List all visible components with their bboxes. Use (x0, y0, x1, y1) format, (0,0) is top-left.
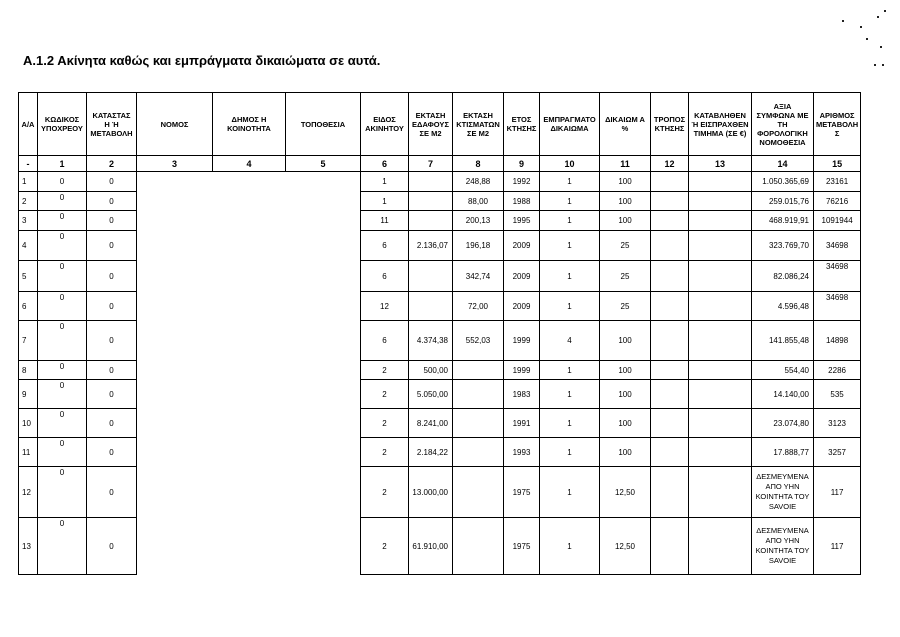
table-row (19, 438, 861, 467)
cell-land: 2.184,22 (409, 438, 453, 467)
cell-right: 1 (540, 361, 600, 380)
redacted-cell (286, 518, 361, 575)
cell-year: 1999 (504, 361, 540, 380)
col-header: ΕΤΟΣ ΚΤΗΣΗΣ (504, 93, 540, 156)
cell-build: 200,13 (453, 211, 504, 231)
cell-build (453, 438, 504, 467)
cell-price (689, 192, 752, 211)
cell-year: 1988 (504, 192, 540, 211)
redacted-cell (213, 518, 286, 575)
redacted-cell (286, 409, 361, 438)
cell-change: 3123 (814, 409, 861, 438)
cell-type: 6 (361, 231, 409, 261)
col-header: Α/Α (19, 93, 38, 156)
cell-value: 1.050.365,69 (752, 172, 814, 192)
cell-pct: 12,50 (600, 467, 651, 518)
table-row (19, 380, 861, 409)
col-number: 4 (213, 156, 286, 172)
redacted-cell (213, 380, 286, 409)
cell-mode (651, 292, 689, 321)
redacted-cell (286, 361, 361, 380)
col-number: 7 (409, 156, 453, 172)
cell-code: 0 (38, 518, 87, 575)
cell-pct: 100 (600, 321, 651, 361)
cell-year: 1975 (504, 518, 540, 575)
cell-pct: 100 (600, 211, 651, 231)
redacted-cell (213, 438, 286, 467)
cell-right: 1 (540, 518, 600, 575)
cell-right: 1 (540, 467, 600, 518)
cell-change: 1091944 (814, 211, 861, 231)
redacted-cell (213, 172, 286, 192)
cell-type: 2 (361, 380, 409, 409)
cell-type: 2 (361, 438, 409, 467)
cell-value: 23.074,80 (752, 409, 814, 438)
cell-right: 1 (540, 261, 600, 292)
cell-aa: 11 (19, 438, 38, 467)
cell-code: 0 (38, 192, 87, 211)
cell-build: 248,88 (453, 172, 504, 192)
cell-type: 1 (361, 172, 409, 192)
cell-build (453, 518, 504, 575)
cell-change: 117 (814, 467, 861, 518)
redacted-cell (286, 380, 361, 409)
cell-state: 0 (87, 467, 137, 518)
cell-value: ΔΕΣΜΕΥΜΕΝΑ ΑΠΟ ΥΗΝ ΚΟΙΝΤΗΤΑ ΤΟΥ SAVOIE (752, 467, 814, 518)
cell-type: 2 (361, 518, 409, 575)
cell-price (689, 518, 752, 575)
cell-mode (651, 172, 689, 192)
cell-change: 535 (814, 380, 861, 409)
col-header: ΔΙΚΑΙΩΜ Α % (600, 93, 651, 156)
cell-change: 34698 (814, 292, 861, 321)
table-row (19, 261, 861, 292)
redacted-cell (137, 172, 213, 192)
cell-change: 76216 (814, 192, 861, 211)
col-number: 12 (651, 156, 689, 172)
cell-state: 0 (87, 321, 137, 361)
cell-mode (651, 261, 689, 292)
cell-type: 2 (361, 361, 409, 380)
redacted-cell (213, 192, 286, 211)
cell-state: 0 (87, 211, 137, 231)
col-number: 2 (87, 156, 137, 172)
col-number: 1 (38, 156, 87, 172)
col-number: 15 (814, 156, 861, 172)
cell-year: 1983 (504, 380, 540, 409)
col-header: ΚΩΔΙΚΟΣ ΥΠΟΧΡΕΟΥ (38, 93, 87, 156)
cell-price (689, 321, 752, 361)
cell-right: 1 (540, 231, 600, 261)
col-header: ΚΑΤΑΒΛΗΘΕΝ Ή ΕΙΣΠΡΑΧΘΕΝ ΤΙΜΗΜΑ (ΣΕ €) (689, 93, 752, 156)
col-number: 8 (453, 156, 504, 172)
cell-aa: 5 (19, 261, 38, 292)
cell-state: 0 (87, 172, 137, 192)
cell-land (409, 192, 453, 211)
cell-price (689, 438, 752, 467)
cell-price (689, 467, 752, 518)
cell-price (689, 361, 752, 380)
col-header: ΕΜΠΡΑΓΜΑΤΟ ΔΙΚΑΙΩΜΑ (540, 93, 600, 156)
cell-pct: 100 (600, 409, 651, 438)
cell-land: 8.241,00 (409, 409, 453, 438)
col-number: 10 (540, 156, 600, 172)
cell-mode (651, 409, 689, 438)
property-table (18, 92, 861, 575)
cell-land: 5.050,00 (409, 380, 453, 409)
cell-right: 1 (540, 438, 600, 467)
cell-code: 0 (38, 172, 87, 192)
cell-pct: 25 (600, 261, 651, 292)
redacted-cell (137, 292, 213, 321)
cell-year: 2009 (504, 261, 540, 292)
col-header: ΚΑΤΑΣΤΑΣ Η Ή ΜΕΤΑΒΟΛΗ (87, 93, 137, 156)
col-header: ΑΞΙΑ ΣΥΜΦΩΝΑ ΜΕ ΤΗ ΦΟΡΟΛΟΓΙΚΗ ΝΟΜΟΘΕΣΙΑ (752, 93, 814, 156)
table-row (19, 321, 861, 361)
redacted-cell (286, 211, 361, 231)
cell-value: 554,40 (752, 361, 814, 380)
cell-value: 323.769,70 (752, 231, 814, 261)
cell-year: 1995 (504, 211, 540, 231)
cell-land: 4.374,38 (409, 321, 453, 361)
redacted-cell (286, 321, 361, 361)
cell-code: 0 (38, 211, 87, 231)
cell-change: 3257 (814, 438, 861, 467)
table-row (19, 292, 861, 321)
col-number: 3 (137, 156, 213, 172)
cell-pct: 100 (600, 438, 651, 467)
cell-price (689, 211, 752, 231)
cell-build: 342,74 (453, 261, 504, 292)
cell-price (689, 172, 752, 192)
cell-land (409, 292, 453, 321)
cell-pct: 100 (600, 172, 651, 192)
cell-pct: 100 (600, 192, 651, 211)
col-number: - (19, 156, 38, 172)
cell-year: 1993 (504, 438, 540, 467)
redacted-cell (137, 438, 213, 467)
cell-aa: 4 (19, 231, 38, 261)
cell-price (689, 292, 752, 321)
header-row (19, 93, 861, 156)
cell-right: 1 (540, 211, 600, 231)
cell-type: 2 (361, 467, 409, 518)
redacted-cell (286, 192, 361, 211)
cell-year: 2009 (504, 231, 540, 261)
redacted-cell (286, 172, 361, 192)
cell-right: 1 (540, 380, 600, 409)
redacted-cell (213, 261, 286, 292)
cell-pct: 25 (600, 231, 651, 261)
cell-value: 82.086,24 (752, 261, 814, 292)
cell-mode (651, 211, 689, 231)
table-row (19, 409, 861, 438)
cell-state: 0 (87, 292, 137, 321)
cell-code: 0 (38, 380, 87, 409)
redacted-cell (213, 231, 286, 261)
section-title: Α.1.2 Ακίνητα καθώς και εμπράγματα δικαιώματα σε αυτά. (23, 53, 381, 68)
col-header: ΕΙΔΟΣ ΑΚΙΝΗΤΟΥ (361, 93, 409, 156)
cell-state: 0 (87, 192, 137, 211)
cell-type: 2 (361, 409, 409, 438)
cell-build (453, 467, 504, 518)
cell-pct: 25 (600, 292, 651, 321)
cell-year: 2009 (504, 292, 540, 321)
cell-change: 23161 (814, 172, 861, 192)
cell-year: 1991 (504, 409, 540, 438)
cell-mode (651, 192, 689, 211)
cell-build: 552,03 (453, 321, 504, 361)
cell-aa: 12 (19, 467, 38, 518)
cell-land (409, 172, 453, 192)
cell-right: 1 (540, 409, 600, 438)
table-row (19, 231, 861, 261)
cell-land: 13.000,00 (409, 467, 453, 518)
col-header: ΑΡΙΘΜΟΣ ΜΕΤΑΒΟΛΗ Σ (814, 93, 861, 156)
cell-state: 0 (87, 409, 137, 438)
col-number: 6 (361, 156, 409, 172)
cell-state: 0 (87, 261, 137, 292)
cell-aa: 8 (19, 361, 38, 380)
cell-change: 2286 (814, 361, 861, 380)
scan-specks (822, 6, 892, 76)
cell-state: 0 (87, 438, 137, 467)
cell-state: 0 (87, 231, 137, 261)
redacted-cell (137, 409, 213, 438)
redacted-cell (286, 231, 361, 261)
redacted-cell (137, 380, 213, 409)
cell-year: 1999 (504, 321, 540, 361)
col-number: 14 (752, 156, 814, 172)
cell-build (453, 380, 504, 409)
redacted-cell (213, 409, 286, 438)
cell-mode (651, 518, 689, 575)
column-number-row (19, 156, 861, 172)
col-header: ΝΟΜΟΣ (137, 93, 213, 156)
cell-value: 141.855,48 (752, 321, 814, 361)
redacted-cell (137, 467, 213, 518)
cell-aa: 2 (19, 192, 38, 211)
cell-land: 61.910,00 (409, 518, 453, 575)
cell-land (409, 261, 453, 292)
cell-land: 500,00 (409, 361, 453, 380)
col-number: 11 (600, 156, 651, 172)
cell-build: 88,00 (453, 192, 504, 211)
col-number: 13 (689, 156, 752, 172)
cell-type: 1 (361, 192, 409, 211)
redacted-cell (213, 467, 286, 518)
redacted-cell (137, 261, 213, 292)
redacted-cell (137, 321, 213, 361)
cell-year: 1975 (504, 467, 540, 518)
redacted-cell (137, 361, 213, 380)
cell-pct: 12,50 (600, 518, 651, 575)
cell-aa: 3 (19, 211, 38, 231)
redacted-cell (286, 467, 361, 518)
cell-value: 4.596,48 (752, 292, 814, 321)
cell-change: 14898 (814, 321, 861, 361)
cell-type: 6 (361, 321, 409, 361)
redacted-cell (213, 321, 286, 361)
cell-aa: 6 (19, 292, 38, 321)
cell-value: 14.140,00 (752, 380, 814, 409)
cell-type: 12 (361, 292, 409, 321)
cell-mode (651, 231, 689, 261)
table-row (19, 172, 861, 192)
table-row (19, 467, 861, 518)
col-number: 5 (286, 156, 361, 172)
col-header: ΕΚΤΑΣΗ ΚΤΙΣΜΑΤΩΝ ΣΕ Μ2 (453, 93, 504, 156)
cell-build: 72,00 (453, 292, 504, 321)
cell-state: 0 (87, 361, 137, 380)
cell-pct: 100 (600, 361, 651, 380)
cell-right: 1 (540, 172, 600, 192)
cell-price (689, 261, 752, 292)
cell-code: 0 (38, 292, 87, 321)
cell-mode (651, 361, 689, 380)
cell-right: 1 (540, 192, 600, 211)
cell-code: 0 (38, 467, 87, 518)
cell-build: 196,18 (453, 231, 504, 261)
cell-code: 0 (38, 409, 87, 438)
cell-build (453, 361, 504, 380)
cell-aa: 10 (19, 409, 38, 438)
cell-code: 0 (38, 361, 87, 380)
cell-mode (651, 438, 689, 467)
cell-value: 17.888,77 (752, 438, 814, 467)
cell-year: 1992 (504, 172, 540, 192)
col-header: ΤΟΠΟΘΕΣΙΑ (286, 93, 361, 156)
cell-right: 4 (540, 321, 600, 361)
cell-value: ΔΕΣΜΕΥΜΕΝΑ ΑΠΟ ΥΗΝ ΚΟΙΝΤΗΤΑ ΤΟΥ SAVOIE (752, 518, 814, 575)
cell-state: 0 (87, 380, 137, 409)
cell-land: 2.136,07 (409, 231, 453, 261)
redacted-cell (286, 292, 361, 321)
cell-code: 0 (38, 321, 87, 361)
cell-pct: 100 (600, 380, 651, 409)
cell-change: 34698 (814, 261, 861, 292)
table-body (19, 172, 861, 575)
col-header: ΕΚΤΑΣΗ ΕΔΑΦΟΥΣ ΣΕ Μ2 (409, 93, 453, 156)
redacted-cell (286, 438, 361, 467)
cell-code: 0 (38, 261, 87, 292)
cell-state: 0 (87, 518, 137, 575)
redacted-cell (137, 231, 213, 261)
redacted-cell (137, 211, 213, 231)
redacted-cell (286, 261, 361, 292)
table-row (19, 361, 861, 380)
table-row (19, 518, 861, 575)
cell-aa: 9 (19, 380, 38, 409)
cell-code: 0 (38, 231, 87, 261)
redacted-cell (213, 211, 286, 231)
table-row (19, 192, 861, 211)
table-row (19, 211, 861, 231)
cell-land (409, 211, 453, 231)
redacted-cell (137, 518, 213, 575)
cell-change: 117 (814, 518, 861, 575)
cell-build (453, 409, 504, 438)
cell-aa: 1 (19, 172, 38, 192)
cell-aa: 7 (19, 321, 38, 361)
cell-right: 1 (540, 292, 600, 321)
col-number: 9 (504, 156, 540, 172)
cell-type: 11 (361, 211, 409, 231)
cell-value: 468.919,91 (752, 211, 814, 231)
redacted-cell (213, 361, 286, 380)
col-header: ΔΗΜΟΣ Η ΚΟΙΝΟΤΗΤΑ (213, 93, 286, 156)
cell-value: 259.015,76 (752, 192, 814, 211)
cell-price (689, 380, 752, 409)
cell-change: 34698 (814, 231, 861, 261)
cell-mode (651, 321, 689, 361)
cell-type: 6 (361, 261, 409, 292)
cell-mode (651, 467, 689, 518)
cell-aa: 13 (19, 518, 38, 575)
redacted-cell (137, 192, 213, 211)
cell-code: 0 (38, 438, 87, 467)
col-header: ΤΡΟΠΟΣ ΚΤΗΣΗΣ (651, 93, 689, 156)
cell-price (689, 409, 752, 438)
cell-price (689, 231, 752, 261)
cell-mode (651, 380, 689, 409)
redacted-cell (213, 292, 286, 321)
